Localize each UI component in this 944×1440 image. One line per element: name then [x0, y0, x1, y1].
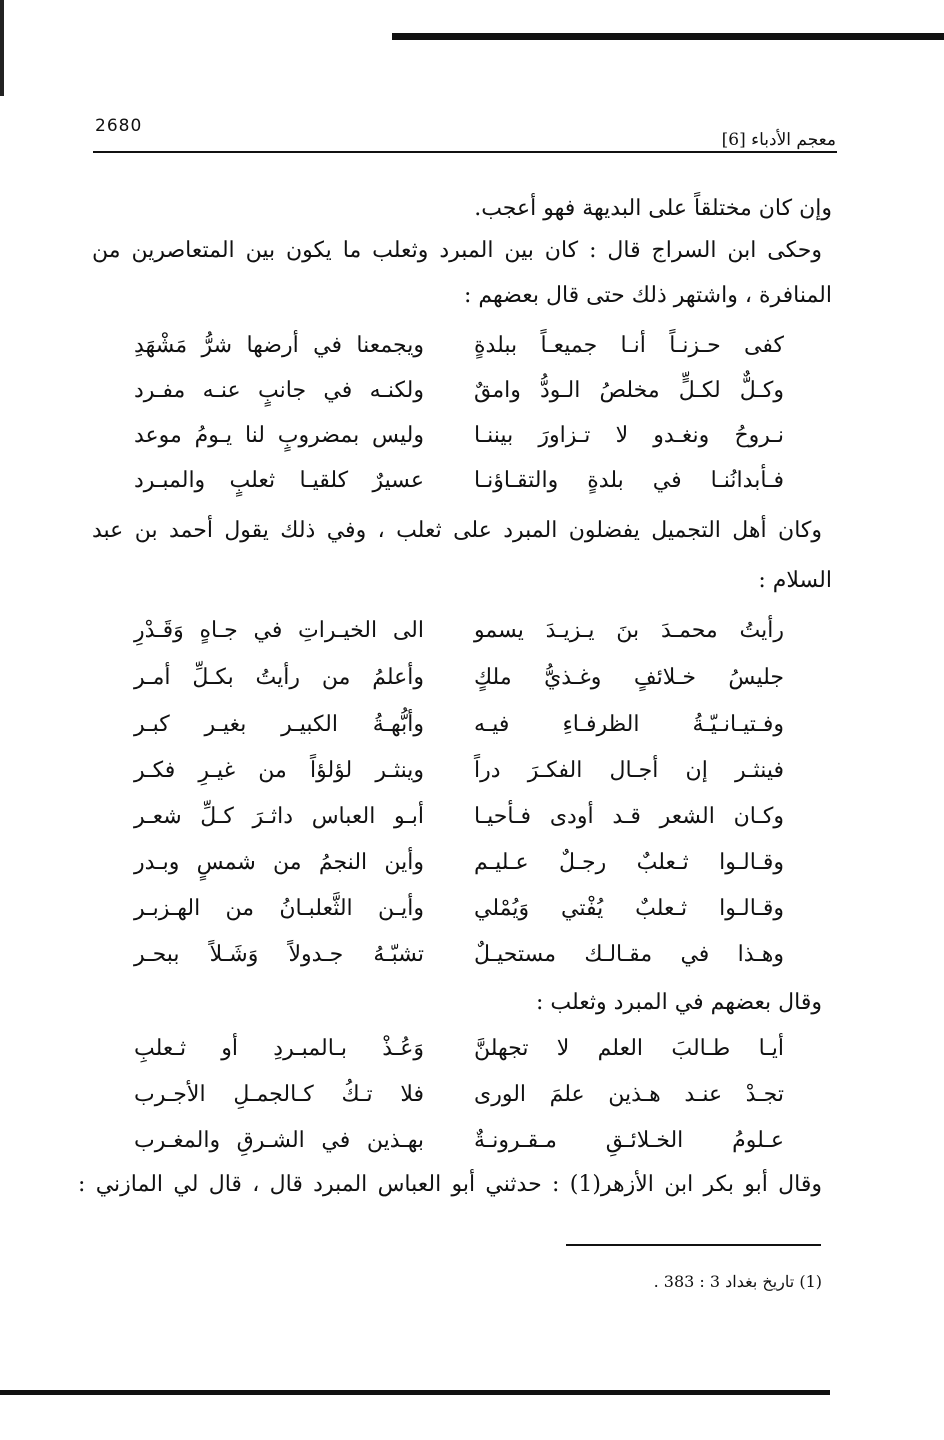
verse-hemistich-left: وأيـن الثَّعلبـانُ من الهـزبـر: [134, 896, 424, 921]
prose-line: وقال أبو بكر ابن الأزهر(1) : حدثني أبو العباس المبرد قال ، قال لي المازني :: [78, 1172, 822, 1197]
verse-hemistich-left: تشبّـهُ جـدولاً وَشَـلاً ببحـر: [134, 942, 424, 967]
prose-line: وإن كان مختلقاً على البديهة فهو أعجب.: [474, 196, 832, 221]
verse-hemistich-left: وَعُـذْ بـالمبـردِ أو ثـعلبِ: [134, 1036, 424, 1061]
scan-edge-top: [392, 33, 944, 40]
verse-hemistich-right: وهـذا في مقـالـك مستحيـلٌ: [474, 942, 784, 967]
prose-line: وحكى ابن السراج قال : كان بين المبرد وثعلب ما يكون بين المتعاصرين من: [92, 238, 822, 263]
verse-hemistich-left: أبـو العباس داثـرَ كـلِّ شعـر: [134, 804, 424, 829]
verse-hemistich-right: تجـدْ عنـد هـذين علمَ الورى: [474, 1082, 784, 1107]
scan-edge-bottom: [0, 1390, 830, 1395]
verse-hemistich-left: وليس بمضروبٍ لنا يـومُ موعد: [134, 423, 424, 448]
verse-hemistich-left: فلا تـكُ كـالجمـلِ الأجـرب: [134, 1082, 424, 1107]
verse-hemistich-right: وقـالـوا ثـعلبٌ رجـلٌ عـليـم: [474, 850, 784, 875]
verse-hemistich-right: أيـا طـالبَ العلم لا تجهلنَّ: [474, 1036, 784, 1061]
verse-hemistich-left: وينثـر لؤلؤاً من غيـرِ فكـر: [134, 758, 424, 783]
verse-hemistich-right: وكـلٌّ لكـلٍّ مخلصُ الـودُّ وامقٌ: [474, 378, 784, 403]
verse-hemistich-right: وقـالـوا ثـعلبٌ يُفْتي وَيُمْلي: [474, 896, 784, 921]
header-rule: [93, 151, 837, 153]
verse-hemistich-right: كفى حـزنـاً أنـا جميعـاً ببلدةٍ: [474, 333, 784, 358]
prose-line: وقال بعضهم في المبرد وثعلب :: [535, 990, 822, 1015]
verse-hemistich-left: وأين النجمُ من شمسٍ وبـدر: [134, 850, 424, 875]
verse-hemistich-right: عـلومُ الخـلائـقِ مـقـرونـةٌ: [474, 1128, 784, 1153]
verse-hemistich-right: نـروحُ ونغـدو لا تـزاورَ بيننـا: [474, 423, 784, 448]
verse-hemistich-right: رأيتُ محمـدَ بنَ يـزيـدَ يسمو: [474, 618, 784, 643]
footnote-rule: [566, 1244, 821, 1246]
running-title: معجم الأدباء [6]: [721, 130, 836, 150]
verse-hemistich-right: جليسُ خـلائفٍ وغـذيُّ ملكٍ: [474, 665, 784, 690]
verse-hemistich-left: عسيرٌ كلقيـا ثعلبٍ والمبـرد: [134, 468, 424, 493]
page-number: 2680: [95, 116, 143, 136]
prose-line: السلام :: [758, 568, 832, 593]
verse-hemistich-right: فـأبدانُنـا في بلدةٍ والتقـاؤنـا: [474, 468, 784, 493]
verse-hemistich-left: بهـذين في الشـرقِ والمغـرب: [134, 1128, 424, 1153]
verse-hemistich-left: ويجمعنا في أرضها شرُّ مَشْهَدِ: [134, 333, 424, 358]
verse-hemistich-right: وكـان الشعر قـد أودى فـأحيـا: [474, 804, 784, 829]
footnote: (1) تاريخ بغداد 3 : 383 .: [653, 1272, 822, 1291]
verse-hemistich-right: فينثـر إن أجـال الفكـرَ دراً: [474, 758, 784, 783]
verse-hemistich-left: ولكنـه في جانبٍ عنـه مفـرد: [134, 378, 424, 403]
verse-hemistich-right: وفـتيـانـيّـةُ الظرفـاءِ فيـه: [474, 712, 784, 737]
verse-hemistich-left: الى الخيـراتِ في جـاهٍ وَقَـدْرِ: [134, 618, 424, 643]
verse-hemistich-left: وأعلمُ من رأيتُ بكـلِّ أمـر: [134, 665, 424, 690]
verse-hemistich-left: وأبُّهـةُ الكبيـر بغيـر كبـر: [134, 712, 424, 737]
prose-line: المنافرة ، واشتهر ذلك حتى قال بعضهم :: [463, 283, 832, 308]
scan-edge-left: [0, 0, 4, 96]
prose-line: وكان أهل التجميل يفضلون المبرد على ثعلب ، وفي ذلك يقول أحمد بن عبد: [92, 518, 822, 543]
